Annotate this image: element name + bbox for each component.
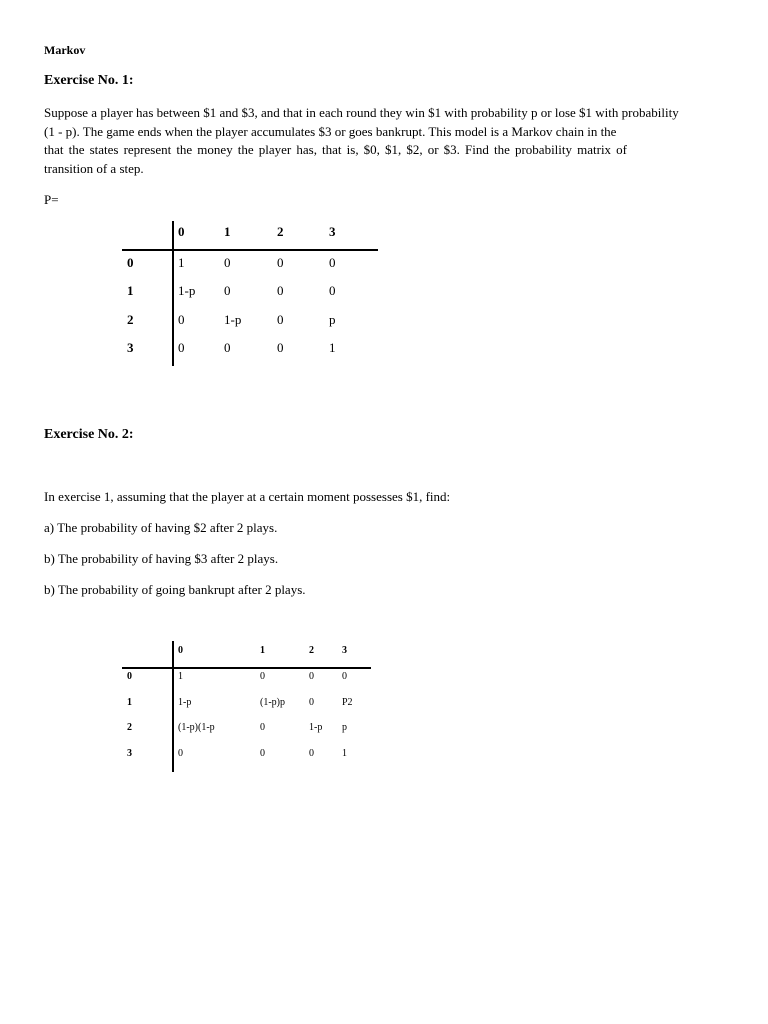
matrix-cell: 1 [329,340,336,355]
matrix-cell: 0 [178,312,185,327]
matrix-cell: P2 [342,697,353,708]
matrix-cell: 0 [224,340,231,355]
matrix-cell: (1-p)p [260,697,285,708]
question-b: b) The probability of having $3 after 2 plays. [44,551,279,566]
matrix-cell: 1-p [224,312,242,327]
paragraph-line: Suppose a player has between $1 and $3, and that in each round they win $1 with probability p or lose $1 with probability [44,105,679,120]
matrix-cell: 0 [277,312,284,327]
matrix-vertical-rule [172,221,174,366]
column-header: 0 [178,645,183,656]
matrix-horizontal-rule [122,249,378,251]
column-header: 1 [260,645,265,656]
row-header: 1 [127,283,134,298]
matrix-cell: 1 [342,748,347,759]
matrix-cell: 0 [309,697,314,708]
matrix-cell: 0 [329,255,336,270]
matrix-cell: 1-p [309,722,323,733]
column-header: 3 [329,224,336,239]
matrix-cell: 1-p [178,283,196,298]
column-header: 3 [342,645,347,656]
question-c: b) The probability of going bankrupt after 2 plays. [44,582,306,597]
paragraph-line: that the states represent the money the player has, that is, $0, $1, $2, or $3. Find the probability matrix of [44,142,627,157]
column-header: 2 [309,645,314,656]
column-header: 1 [224,224,231,239]
exercise-2-intro: In exercise 1, assuming that the player at a certain moment possesses $1, find: [44,489,451,504]
matrix-cell: 0 [277,340,284,355]
matrix-cell: p [329,312,336,327]
exercise-1-heading: Exercise No. 1: [44,73,134,88]
matrix-cell: 0 [224,255,231,270]
matrix-cell: 0 [277,283,284,298]
paragraph-line: (1 - p). The game ends when the player accumulates $3 or goes bankrupt. This model is a Markov chain in the [44,123,617,139]
matrix-cell: 0 [309,748,314,759]
matrix-horizontal-rule [122,667,371,669]
matrix-cell: 0 [309,671,314,682]
matrix-cell: 0 [277,255,284,270]
matrix-cell: 1-p [178,697,192,708]
matrix-cell: 0 [260,671,265,682]
paragraph-line: transition of a step. [44,160,144,176]
exercise-2-heading: Exercise No. 2: [44,427,134,442]
document-title: Markov [44,43,86,57]
column-header: 0 [178,224,185,239]
matrix-cell: 0 [329,283,336,298]
matrix-cell: 0 [178,748,183,759]
row-header: 1 [127,697,132,708]
matrix-cell: (1-p)(1-p [178,722,215,733]
matrix-cell: 0 [260,748,265,759]
row-header: 2 [127,312,134,327]
matrix-cell: 0 [342,671,347,682]
row-header: 3 [127,748,132,759]
row-header: 0 [127,255,134,270]
matrix-cell: 0 [260,722,265,733]
column-header: 2 [277,224,284,239]
matrix-vertical-rule [172,641,174,772]
matrix-label: P= [44,192,59,207]
matrix-cell: 1 [178,671,183,682]
matrix-cell: 1 [178,255,185,270]
row-header: 0 [127,671,132,682]
row-header: 3 [127,340,134,355]
row-header: 2 [127,722,132,733]
matrix-cell: p [342,722,347,733]
matrix-cell: 0 [178,340,185,355]
matrix-cell: 0 [224,283,231,298]
question-a: a) The probability of having $2 after 2 plays. [44,520,278,535]
exercise-1-paragraph [44,104,692,178]
